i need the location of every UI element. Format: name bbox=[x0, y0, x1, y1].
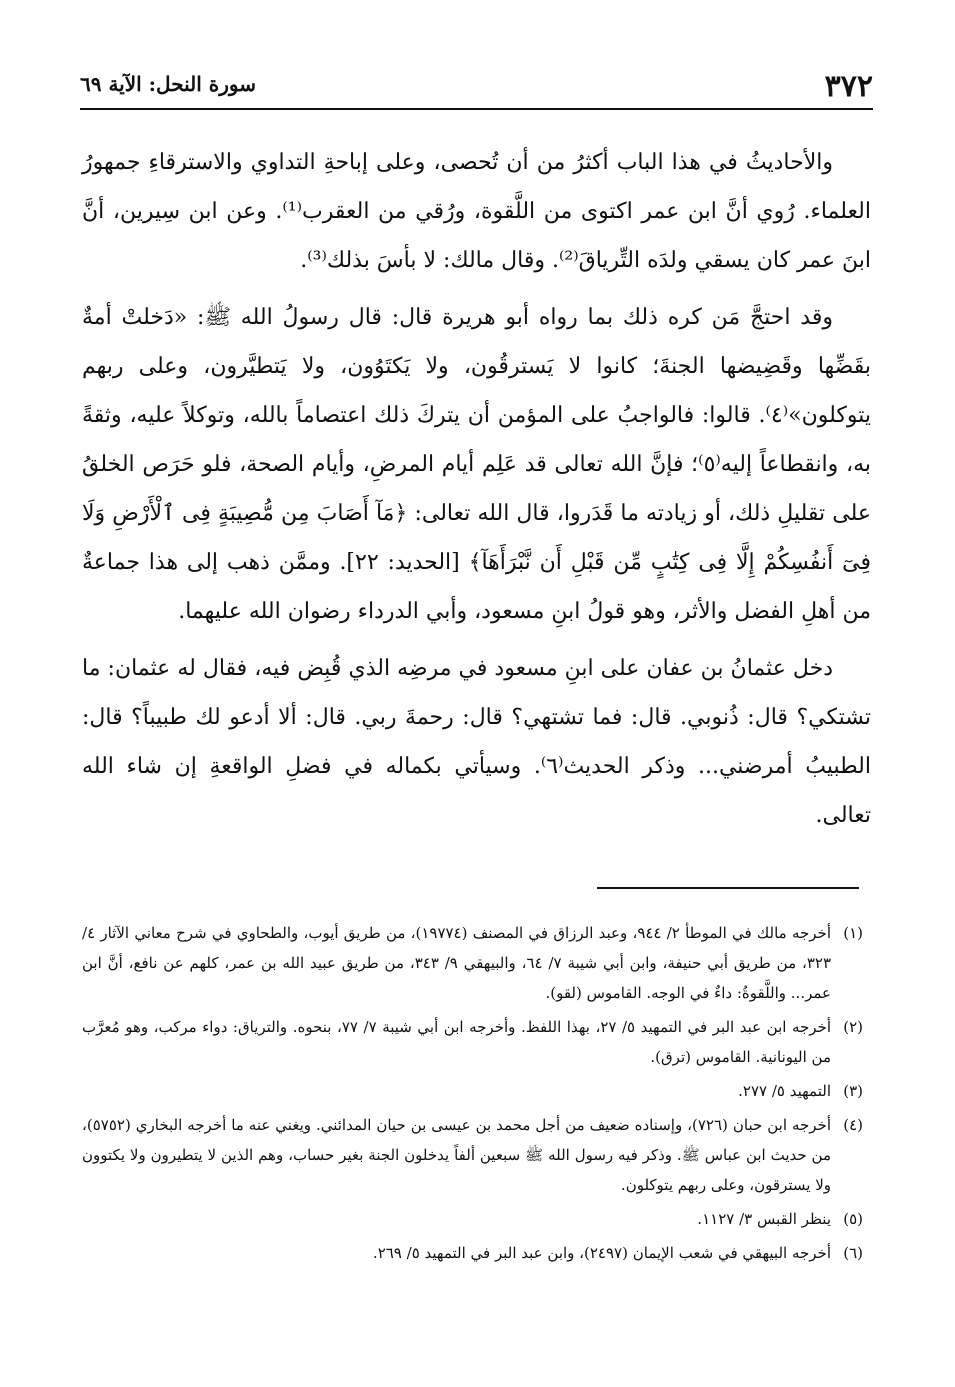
footnote-number: (٣) bbox=[843, 1082, 863, 1100]
footnote-number: (٦) bbox=[843, 1244, 863, 1262]
footnote-text: أخرجه ابن عبد البر في التمهيد ٥/ ٢٧، بهذا اللفظ. وأخرجه ابن أبي شيبة ٧/ ٧٧، بنحوه. والترياق: دواء مركب، وهو مُعرَّب من اليونانية. القاموس (ترق). bbox=[82, 1018, 832, 1066]
footnotes bbox=[82, 918, 863, 1272]
footnote-number: (٤) bbox=[843, 1116, 863, 1134]
paragraph: وقد احتجَّ مَن كره ذلك بما رواه أبو هريرة قال: قال رسولُ الله ﷺ: «دَخلتْ أمةٌ بقَضِّها وقَضِيضها الجنةَ؛ كانوا لا يَسترقُون، ولا يَكتَوُون، ولا يَتطيَّرون، وعلى ربهم يتوكلون»⁽٤⁾. قالوا: فالواجبُ على المؤمن أن يتركَ ذلك اعتصاماً بالله، وتوكلاً عليه، وثقةً به، وانقطاعاً إليه⁽٥⁾؛ فإنَّ الله تعالى قد عَلِم أيام المرضِ، وأيام الصحة، فلو حَرَص الخلقُ على تقليلِ ذلك، أو زيادته ما قَدَروا، قال الله تعالى: ﴿مَآ أَصَابَ مِن مُّصِيبَةٍ فِى ٱلْأَرْضِ وَلَا فِىٓ أَنفُسِكُمْ إِلَّا فِى كِتَٰبٍ مِّن قَبْلِ أَن نَّبْرَأَهَآ﴾ [الحديد: ٢٢]. وممَّن ذهب إلى هذا جماعةٌ من أهلِ الفضل والأثر، وهو قولُ ابنِ مسعود، وأبي الدرداء رضوان الله عليهما. bbox=[82, 305, 871, 624]
footnote-text: التمهيد ٥/ ٢٧٧. bbox=[738, 1082, 831, 1100]
paragraph: والأحاديثُ في هذا الباب أكثرُ من أن تُحصى، وعلى إباحةِ التداوي والاسترقاءِ جمهورُ العلماء. رُوي أنَّ ابن عمر اكتوى من اللَّقوة، ورُقي من العقرب⁽¹⁾. وعن ابن سِيرين، أنَّ ابنَ عمر كان يسقي ولدَه التِّرياقَ⁽²⁾. وقال مالك: لا بأسَ بذلك⁽³⁾. bbox=[82, 150, 871, 273]
footnote-separator bbox=[597, 887, 859, 889]
footnote-text: ينظر القبس ٣/ ١١٢٧. bbox=[697, 1210, 831, 1228]
footnote bbox=[82, 1076, 863, 1106]
page-header bbox=[80, 62, 873, 110]
footnote bbox=[82, 1012, 863, 1072]
page-number: ٣٧٢ bbox=[824, 69, 873, 104]
footnote-number: (٢) bbox=[843, 1018, 863, 1036]
paragraph: دخل عثمانُ بن عفان على ابنِ مسعود في مرضِه الذي قُبِض فيه، فقال له عثمان: ما تشتكي؟ قال: ذُنوبي. قال: فما تشتهي؟ قال: رحمةَ ربي. قال: ألا أدعو لك طبيباً؟ قال: الطبيبُ أمرضني... وذكر الحديث⁽٦⁾. وسيأتي بكماله في فضلِ الواقعةِ إن شاء الله تعالى. bbox=[82, 656, 871, 828]
footnote-number: (٥) bbox=[843, 1210, 863, 1228]
footnote-number: (١) bbox=[843, 924, 863, 942]
footnote bbox=[82, 1204, 863, 1234]
footnote bbox=[82, 1110, 863, 1200]
main-text bbox=[82, 138, 871, 848]
footnote bbox=[82, 918, 863, 1008]
footnote-text: أخرجه البيهقي في شعب الإيمان (٢٤٩٧)، وابن عبد البر في التمهيد ٥/ ٢٦٩. bbox=[372, 1244, 831, 1262]
footnote bbox=[82, 1238, 863, 1268]
footnote-text: أخرجه مالك في الموطأ ٢/ ٩٤٤، وعبد الرزاق في المصنف (١٩٧٧٤)، من طريق أيوب، والطحاوي في شرح معاني الآثار ٤/ ٣٢٣، من طريق أبي حنيفة، وابن أبي شيبة ٧/ ٦٤، والبيهقي ٩/ ٣٤٣، من طريق عبيد الله بن عمر، كلهم عن نافع، أنَّ ابن عمر... واللَّقوةُ: داءٌ في الوجه. القاموس (لقو). bbox=[82, 924, 831, 1002]
running-head: سورة النحل: الآية ٦٩ bbox=[80, 72, 256, 96]
footnote-text: أخرجه ابن حبان (٧٢٦)، وإسناده ضعيف من أجل محمد بن عيسى بن حيان المدائني. ويغني عنه ما أخرجه البخاري (٥٧٥٢)، من حديث ابن عباس ﷺ. وذكر فيه رسول الله ﷺ سبعين ألفاً يدخلون الجنة بغير حساب، وهم الذين لا يتطيرون ولا يكتوون ولا يسترقون، وعلى ربهم يتوكلون. bbox=[82, 1116, 831, 1194]
